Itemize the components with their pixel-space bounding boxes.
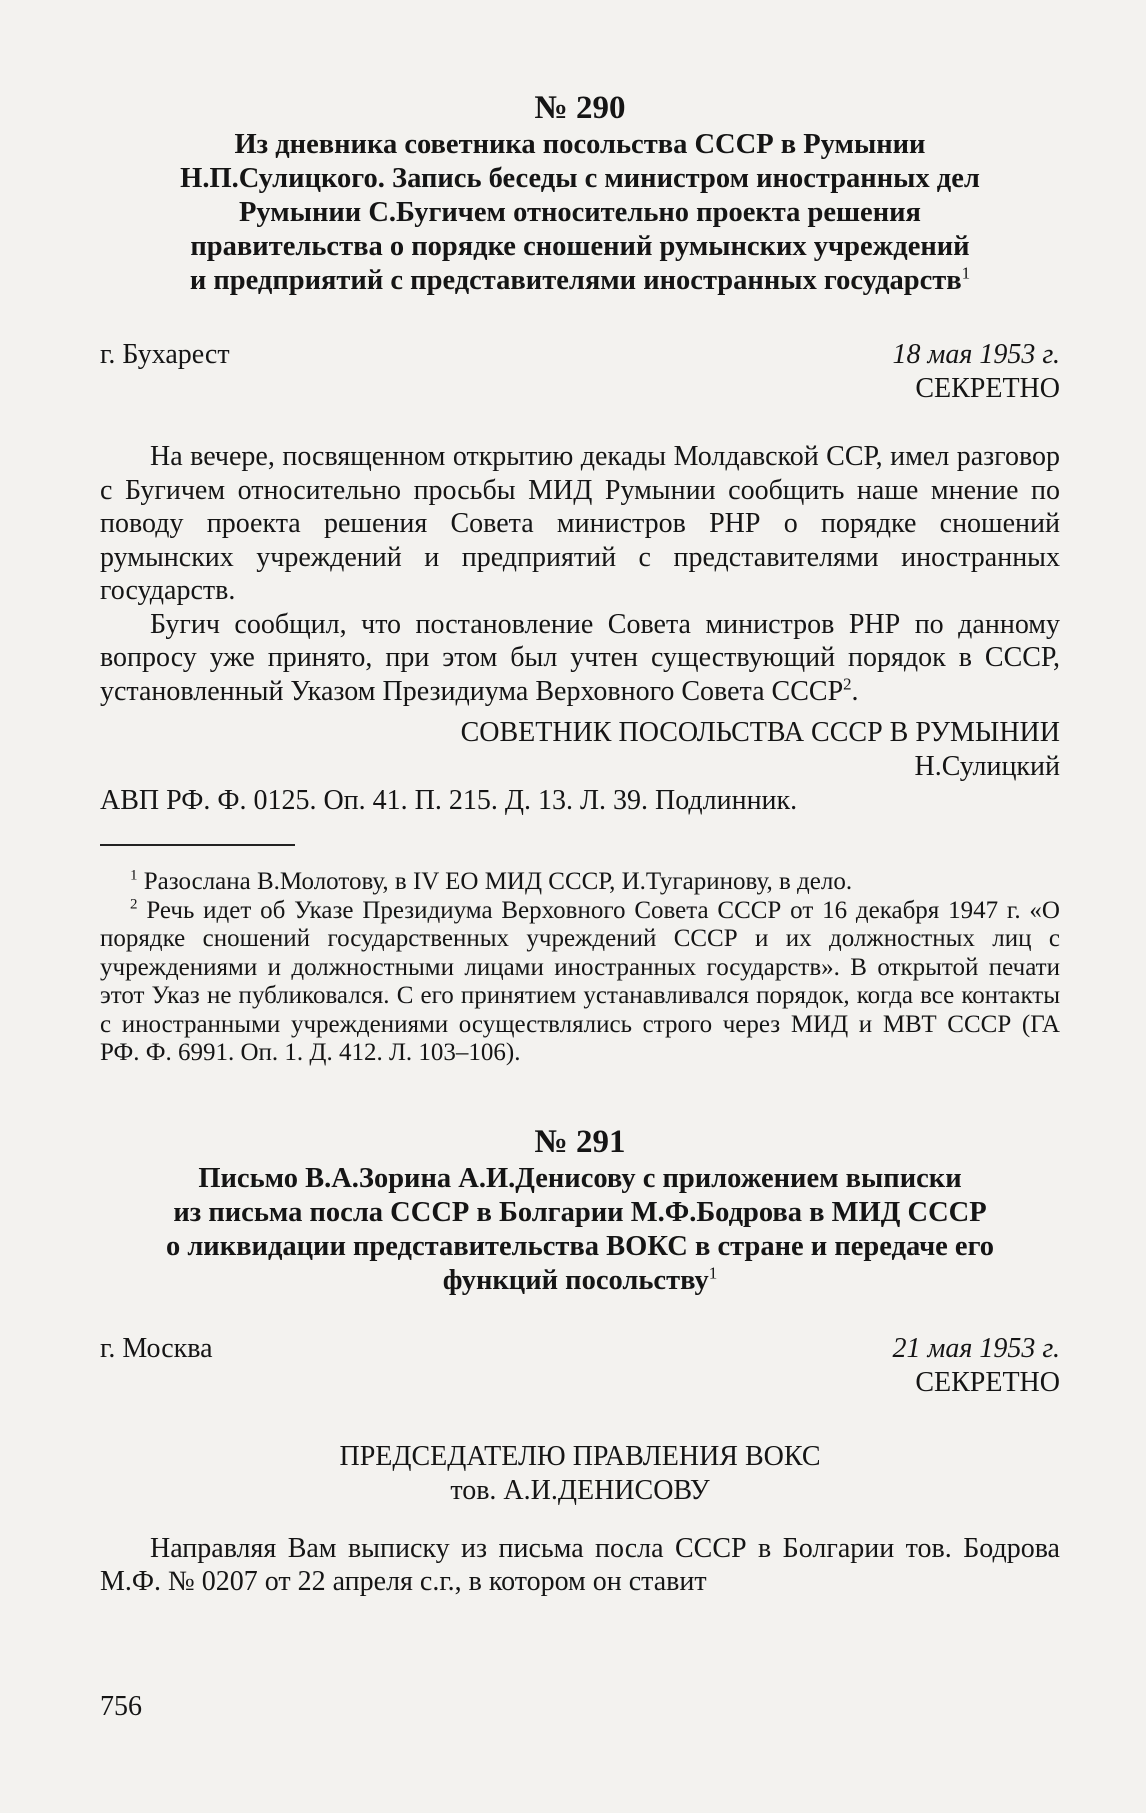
doc290-paragraph-1: На вечере, посвященном открытию декады Молдавской ССР, имел разговор с Бугичем относительно просьбы МИД Румынии сообщить наше мнение по поводу проекта решения Совета министров РНР о порядке сношений румынских учреждений и предприятий с представителями иностранных государств. <box>100 441 1060 606</box>
doc290-footnote-1-text: Разослана В.Молотову, в IV ЕО МИД СССР, И.Тугаринову, в дело. <box>137 868 853 895</box>
page <box>100 90 1060 1599</box>
doc290-title-line-1: Из дневника советника посольства СССР в Румынии <box>234 129 926 160</box>
doc290-place: г. Бухарест <box>100 339 230 370</box>
doc290-footnote-2-text: Речь идет об Указе Президиума Верховного Совета СССР от 16 декабря 1947 г. «О порядке сношений государственных учреждений СССР и их должностных лиц с учреждениями и должностными лицами иностранных государств». В открытой печати этот Указ не публиковался. С его принятием устанавливался порядок, когда все контакты с иностранными учреждениями осуществлялись строго через МИД и МВТ СССР (ГА РФ. Ф. 6991. Оп. 1. Д. 412. Л. 103–106). <box>100 896 1060 1066</box>
doc290-title-line-3: Румынии С.Бугичем относительно проекта решения <box>239 197 921 228</box>
doc291-title-line-4-text: функций посольству <box>442 1264 709 1296</box>
doc290-paragraph-2-end: . <box>851 675 859 707</box>
doc290-signature-name: Н.Сулицкий <box>914 751 1060 782</box>
doc291-title-line-1: Письмо В.А.Зорина А.И.Денисову с приложением выписки <box>198 1162 962 1194</box>
doc290-paragraph-2-footnote-ref: 2 <box>843 674 852 694</box>
doc291-addressee-line-1: ПРЕДСЕДАТЕЛЮ ПРАВЛЕНИЯ ВОКС <box>339 1440 821 1472</box>
doc290-footnote-1 <box>100 868 1060 897</box>
doc291-place: г. Москва <box>100 1332 213 1364</box>
doc290-title-footnote-ref: 1 <box>961 263 971 283</box>
doc291-title-line-3: о ликвидации представительства ВОКС в стране и передаче его <box>165 1230 995 1262</box>
doc290-footnote-2-mark: 2 <box>130 896 138 913</box>
doc290-archive-reference: АВП РФ. Ф. 0125. Оп. 41. П. 215. Д. 13. Л. 39. Подлинник. <box>100 785 798 816</box>
page-number: 756 <box>100 1691 142 1722</box>
doc291-title-line-2: из письма посла СССР в Болгарии М.Ф.Бодрова в МИД СССР <box>173 1196 987 1228</box>
doc291-number: № 291 <box>534 1123 626 1160</box>
doc291-title-footnote-ref: 1 <box>708 1263 718 1282</box>
doc290-signature-title: СОВЕТНИК ПОСОЛЬСТВА СССР В РУМЫНИИ <box>460 717 1060 748</box>
doc290-title-line-5-text: и предприятий с представителями иностранных государств <box>189 265 962 296</box>
doc290-classification: СЕКРЕТНО <box>915 373 1060 404</box>
doc291-classification: СЕКРЕТНО <box>915 1366 1060 1398</box>
doc290-title-line-4: правительства о порядке сношений румынских учреждений <box>190 231 970 262</box>
doc291-addressee <box>100 1440 1060 1508</box>
doc290-title-line-5 <box>100 264 1060 298</box>
doc290-title-line-2: Н.П.Сулицкого. Запись беседы с министром иностранных дел <box>180 163 980 194</box>
doc291-title <box>100 1162 1060 1298</box>
doc290-footnote-2 <box>100 897 1060 1068</box>
doc291-date: 21 мая 1953 г. <box>892 1332 1060 1364</box>
doc291-paragraph-1: Направляя Вам выписку из письма посла СССР в Болгарии тов. Бодрова М.Ф. № 0207 от 22 апреля с.г., в котором он ставит <box>100 1532 1060 1597</box>
doc291-title-line-4 <box>100 1264 1060 1298</box>
doc290-number: № 290 <box>534 90 626 126</box>
doc290-dateline <box>100 338 1060 372</box>
doc290-footnote-1-mark: 1 <box>130 867 138 884</box>
doc290-paragraph-2-text: Бугич сообщил, что постановление Совета министров РНР по данному вопросу уже принято, при этом был учтен существующий порядок в СССР, установленный Указом Президиума Верховного Совета СССР <box>100 608 1060 707</box>
doc291-dateline <box>100 1332 1060 1366</box>
doc290-title <box>100 128 1060 298</box>
doc290-paragraph-2 <box>100 608 1060 709</box>
doc290-date: 18 мая 1953 г. <box>892 339 1060 370</box>
doc291-addressee-line-2: тов. А.И.ДЕНИСОВУ <box>450 1474 710 1506</box>
